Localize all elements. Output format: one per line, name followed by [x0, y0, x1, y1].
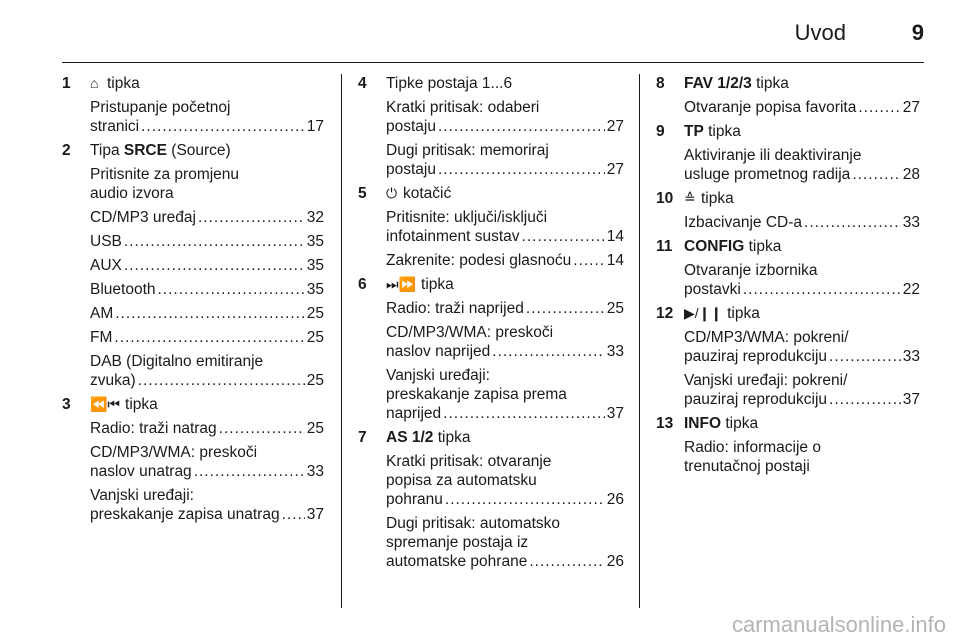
entry-text-line: Vanjski uređaji: [90, 487, 194, 504]
toc-entry [90, 486, 324, 524]
toc-entry [386, 452, 624, 509]
entry-label: pohranu [386, 491, 443, 508]
entry-leader-line [90, 280, 324, 299]
entry-text-line: trenutačnoj postaji [684, 458, 810, 475]
entry-label: automatske pohrane [386, 553, 528, 570]
entry-leader-line [386, 552, 624, 571]
page-reference[interactable]: 25 [306, 372, 324, 389]
toc-entry [684, 261, 920, 299]
dot-leader [219, 419, 305, 438]
control-item [62, 395, 324, 524]
control-item [62, 74, 324, 136]
page-reference[interactable]: 25 [606, 300, 624, 317]
entry-text-line: DAB (Digitalno emitiranje [90, 353, 264, 370]
toc-entry [90, 419, 324, 438]
control-heading [684, 414, 920, 433]
entry-label: pauziraj reprodukciju [684, 348, 828, 365]
page-reference[interactable]: 33 [606, 343, 624, 360]
seek-back-icon: ⏪⏮ [90, 396, 121, 412]
dot-leader [522, 227, 605, 246]
entry-text-line: Dugi pritisak: automatsko [386, 515, 561, 532]
page-reference[interactable]: 37 [306, 506, 324, 523]
control-name: SRCE [123, 142, 167, 159]
dot-leader [445, 490, 605, 509]
entry-leader-line [684, 347, 920, 366]
toc-entry [90, 208, 324, 227]
control-name: AS 1/2 [386, 429, 434, 446]
page-reference[interactable]: 26 [606, 553, 624, 570]
entry-text-line: Pristupanje početnoj [90, 99, 231, 116]
page-reference[interactable]: 27 [606, 118, 624, 135]
column-separator [341, 74, 342, 608]
dot-leader [829, 390, 901, 409]
home-icon: ⌂ [90, 75, 99, 91]
toc-entry [90, 280, 324, 299]
dot-leader [158, 280, 305, 299]
entry-label: CD/MP3 uređaj [90, 209, 196, 226]
heading-suffix: tipka [701, 190, 734, 207]
entry-text-line: popisa za automatsku [386, 472, 537, 489]
page-reference[interactable]: 14 [606, 228, 624, 245]
entry-text-line: Kratki pritisak: odaberi [386, 99, 540, 116]
control-heading [90, 395, 324, 414]
dot-leader [124, 232, 305, 251]
page-reference[interactable]: 33 [902, 348, 920, 365]
page-reference[interactable]: 26 [606, 491, 624, 508]
page-reference[interactable]: 35 [306, 257, 324, 274]
heading-suffix: tipka [125, 396, 158, 413]
watermark: carmanualsonline.info [731, 612, 946, 637]
entry-label: Otvaranje popisa favorita [684, 99, 857, 116]
dot-leader [829, 347, 901, 366]
control-heading [684, 74, 920, 93]
play-pause-icon: ▶/❙❙ [684, 305, 723, 321]
toc-entry [684, 371, 920, 409]
control-item [358, 184, 624, 270]
dot-leader [573, 251, 604, 270]
page-reference[interactable]: 25 [306, 305, 324, 322]
entry-label: postaju [386, 118, 436, 135]
dot-leader [114, 328, 304, 347]
control-name: INFO [684, 415, 722, 432]
item-number: 12 [656, 305, 674, 322]
seek-forward-icon: ⏭⏩ [386, 276, 417, 292]
entry-text-line: preskakanje zapisa prema [386, 386, 567, 403]
entry-label: AM [90, 305, 114, 322]
entry-leader-line [386, 117, 624, 136]
dot-leader [852, 165, 900, 184]
entry-leader-line [90, 462, 324, 481]
entry-leader-line [386, 299, 624, 318]
entry-text-line: Dugi pritisak: memoriraj [386, 142, 549, 159]
control-heading [386, 428, 624, 447]
dot-leader [443, 404, 605, 423]
entry-leader-line [684, 280, 920, 299]
dot-leader [282, 505, 305, 524]
control-heading [684, 189, 920, 208]
entry-text-line: Radio: informacije o [684, 439, 821, 456]
entry-leader-line [90, 232, 324, 251]
toc-entry [90, 328, 324, 347]
item-number: 6 [358, 276, 367, 293]
control-heading [386, 275, 624, 294]
entry-leader-line [684, 98, 920, 117]
entry-leader-line [90, 419, 324, 438]
page-reference[interactable]: 17 [306, 118, 324, 135]
header-rule [62, 62, 924, 63]
page-reference[interactable]: 27 [902, 99, 920, 116]
control-name: FAV 1/2/3 [684, 75, 752, 92]
toc-entry [90, 256, 324, 275]
toc-entry [386, 366, 624, 423]
heading-suffix: tipka [421, 276, 454, 293]
entry-leader-line [90, 371, 324, 390]
item-number: 4 [358, 75, 367, 92]
toc-entry [90, 443, 324, 481]
toc-entry [684, 438, 920, 476]
toc-entry [90, 304, 324, 323]
dot-leader [138, 371, 305, 390]
item-number: 5 [358, 185, 367, 202]
toc-entry [90, 232, 324, 251]
entry-label: postavki [684, 281, 741, 298]
entry-leader-line [386, 342, 624, 361]
entry-label: Izbacivanje CD-a [684, 214, 803, 231]
entry-leader-line [90, 208, 324, 227]
dot-leader [492, 342, 604, 361]
item-number: 7 [358, 429, 367, 446]
entry-leader-line [386, 227, 624, 246]
entry-label: pauziraj reprodukciju [684, 391, 828, 408]
page-reference[interactable]: 25 [306, 329, 324, 346]
dot-leader [438, 117, 605, 136]
entry-leader-line [684, 165, 920, 184]
control-heading [684, 237, 920, 256]
column-2 [358, 74, 624, 576]
entry-leader-line [684, 213, 920, 232]
toc-entry [684, 98, 920, 117]
toc-entry [684, 213, 920, 232]
item-number: 13 [656, 415, 674, 432]
control-item [656, 189, 920, 232]
entry-text-line: audio izvora [90, 185, 174, 202]
dot-leader [194, 462, 305, 481]
entry-label: FM [90, 329, 113, 346]
entry-text-line: Pritisnite za promjenu [90, 166, 240, 183]
dot-leader [198, 208, 305, 227]
dot-leader [438, 160, 605, 179]
page-reference[interactable]: 14 [606, 252, 624, 269]
column-3 [656, 74, 920, 481]
entry-label: naprijed [386, 405, 442, 422]
heading-suffix: tipka [748, 238, 782, 255]
entry-label: usluge prometnog radija [684, 166, 851, 183]
control-heading [684, 304, 920, 323]
entry-label: infotainment sustav [386, 228, 520, 245]
heading-prefix: Tipke postaja 1...6 [386, 75, 513, 92]
entry-leader-line [90, 256, 324, 275]
control-item [656, 414, 920, 476]
control-heading [386, 74, 624, 93]
item-number: 10 [656, 190, 674, 207]
control-item [656, 304, 920, 409]
item-number: 8 [656, 75, 665, 92]
page-reference[interactable]: 25 [306, 420, 324, 437]
heading-prefix: Tipa [90, 142, 120, 159]
control-heading [386, 184, 624, 203]
column-1 [62, 74, 324, 529]
control-heading [90, 74, 324, 93]
control-item [358, 428, 624, 571]
item-number: 1 [62, 75, 71, 92]
page-reference[interactable]: 35 [306, 233, 324, 250]
heading-suffix: tipka [727, 305, 760, 322]
dot-leader [124, 256, 305, 275]
entry-label: naslov unatrag [90, 463, 192, 480]
page-header [62, 20, 924, 54]
entry-label: zvuka) [90, 372, 136, 389]
entry-text-line: Vanjski uređaji: [386, 367, 490, 384]
entry-label: Radio: traži natrag [90, 420, 217, 437]
entry-text-line: spremanje postaja iz [386, 534, 529, 551]
entry-text-line: CD/MP3/WMA: preskoči [90, 444, 258, 461]
dot-leader [804, 213, 901, 232]
toc-entry [386, 251, 624, 270]
control-name: CONFIG [684, 238, 745, 255]
page-reference[interactable]: 22 [902, 281, 920, 298]
dot-leader [115, 304, 305, 323]
control-item [656, 122, 920, 184]
page-number: 9 [911, 20, 924, 45]
entry-text-line: CD/MP3/WMA: preskoči [386, 324, 554, 341]
dot-leader [529, 552, 604, 571]
toc-entry [90, 165, 324, 203]
entry-leader-line [90, 117, 324, 136]
toc-entry [90, 352, 324, 390]
toc-entry [90, 98, 324, 136]
control-item [358, 74, 624, 179]
heading-suffix: tipka [708, 123, 741, 140]
item-number: 3 [62, 396, 71, 413]
heading-suffix: tipka [437, 429, 471, 446]
control-item [656, 74, 920, 117]
heading-suffix: tipka [725, 415, 759, 432]
entry-text-line: Pritisnite: uključi/isključi [386, 209, 548, 226]
item-number: 11 [656, 238, 673, 255]
toc-entry [386, 299, 624, 318]
entry-leader-line [386, 160, 624, 179]
toc-entry [386, 514, 624, 571]
toc-entry [386, 208, 624, 246]
dot-leader [743, 280, 901, 299]
heading-suffix: (Source) [171, 142, 231, 159]
entry-text-line: Kratki pritisak: otvaranje [386, 453, 552, 470]
toc-entry [386, 98, 624, 136]
entry-text-line: CD/MP3/WMA: pokreni/ [684, 329, 849, 346]
page-reference[interactable]: 33 [306, 463, 324, 480]
entry-leader-line [386, 404, 624, 423]
entry-label: postaju [386, 161, 436, 178]
control-item [656, 237, 920, 299]
heading-suffix: tipka [107, 75, 140, 92]
entry-leader-line [90, 505, 324, 524]
column-separator [639, 74, 640, 608]
toc-entry [684, 146, 920, 184]
entry-text-line: Vanjski uređaji: pokreni/ [684, 372, 848, 389]
entry-leader-line [90, 304, 324, 323]
heading-suffix: tipka [756, 75, 789, 92]
dot-leader [141, 117, 305, 136]
entry-label: Bluetooth [90, 281, 156, 298]
control-name: TP [684, 123, 704, 140]
power-icon: ⏻ [386, 185, 398, 201]
toc-entry [386, 141, 624, 179]
entry-leader-line [684, 390, 920, 409]
entry-label: Radio: traži naprijed [386, 300, 524, 317]
toc-entry [684, 328, 920, 366]
dot-leader [858, 98, 900, 117]
page-reference[interactable]: 33 [902, 214, 920, 231]
entry-label: Zakrenite: podesi glasnoću [386, 252, 572, 269]
entry-leader-line [90, 328, 324, 347]
entry-label: stranici [90, 118, 140, 135]
page-reference[interactable]: 37 [606, 405, 624, 422]
page-reference[interactable]: 28 [902, 166, 920, 183]
entry-label: USB [90, 233, 122, 250]
control-heading [684, 122, 920, 141]
page-reference[interactable]: 32 [306, 209, 324, 226]
entry-text-line: Aktiviranje ili deaktiviranje [684, 147, 862, 164]
control-item [62, 141, 324, 390]
entry-text-line: Otvaranje izbornika [684, 262, 818, 279]
entry-leader-line [386, 490, 624, 509]
toc-entry [386, 323, 624, 361]
eject-icon: ≙ [684, 190, 696, 206]
entry-label: naslov naprijed [386, 343, 491, 360]
entry-leader-line [386, 251, 624, 270]
entry-label: preskakanje zapisa unatrag [90, 506, 280, 523]
entry-label: AUX [90, 257, 122, 274]
dot-leader [526, 299, 605, 318]
control-item [358, 275, 624, 423]
page-title: Uvod [794, 20, 846, 45]
page-reference[interactable]: 35 [306, 281, 324, 298]
control-heading [90, 141, 324, 160]
item-number: 2 [62, 142, 71, 159]
page-reference[interactable]: 27 [606, 161, 624, 178]
item-number: 9 [656, 123, 665, 140]
heading-suffix: kotačić [403, 185, 452, 202]
page-reference[interactable]: 37 [902, 391, 920, 408]
